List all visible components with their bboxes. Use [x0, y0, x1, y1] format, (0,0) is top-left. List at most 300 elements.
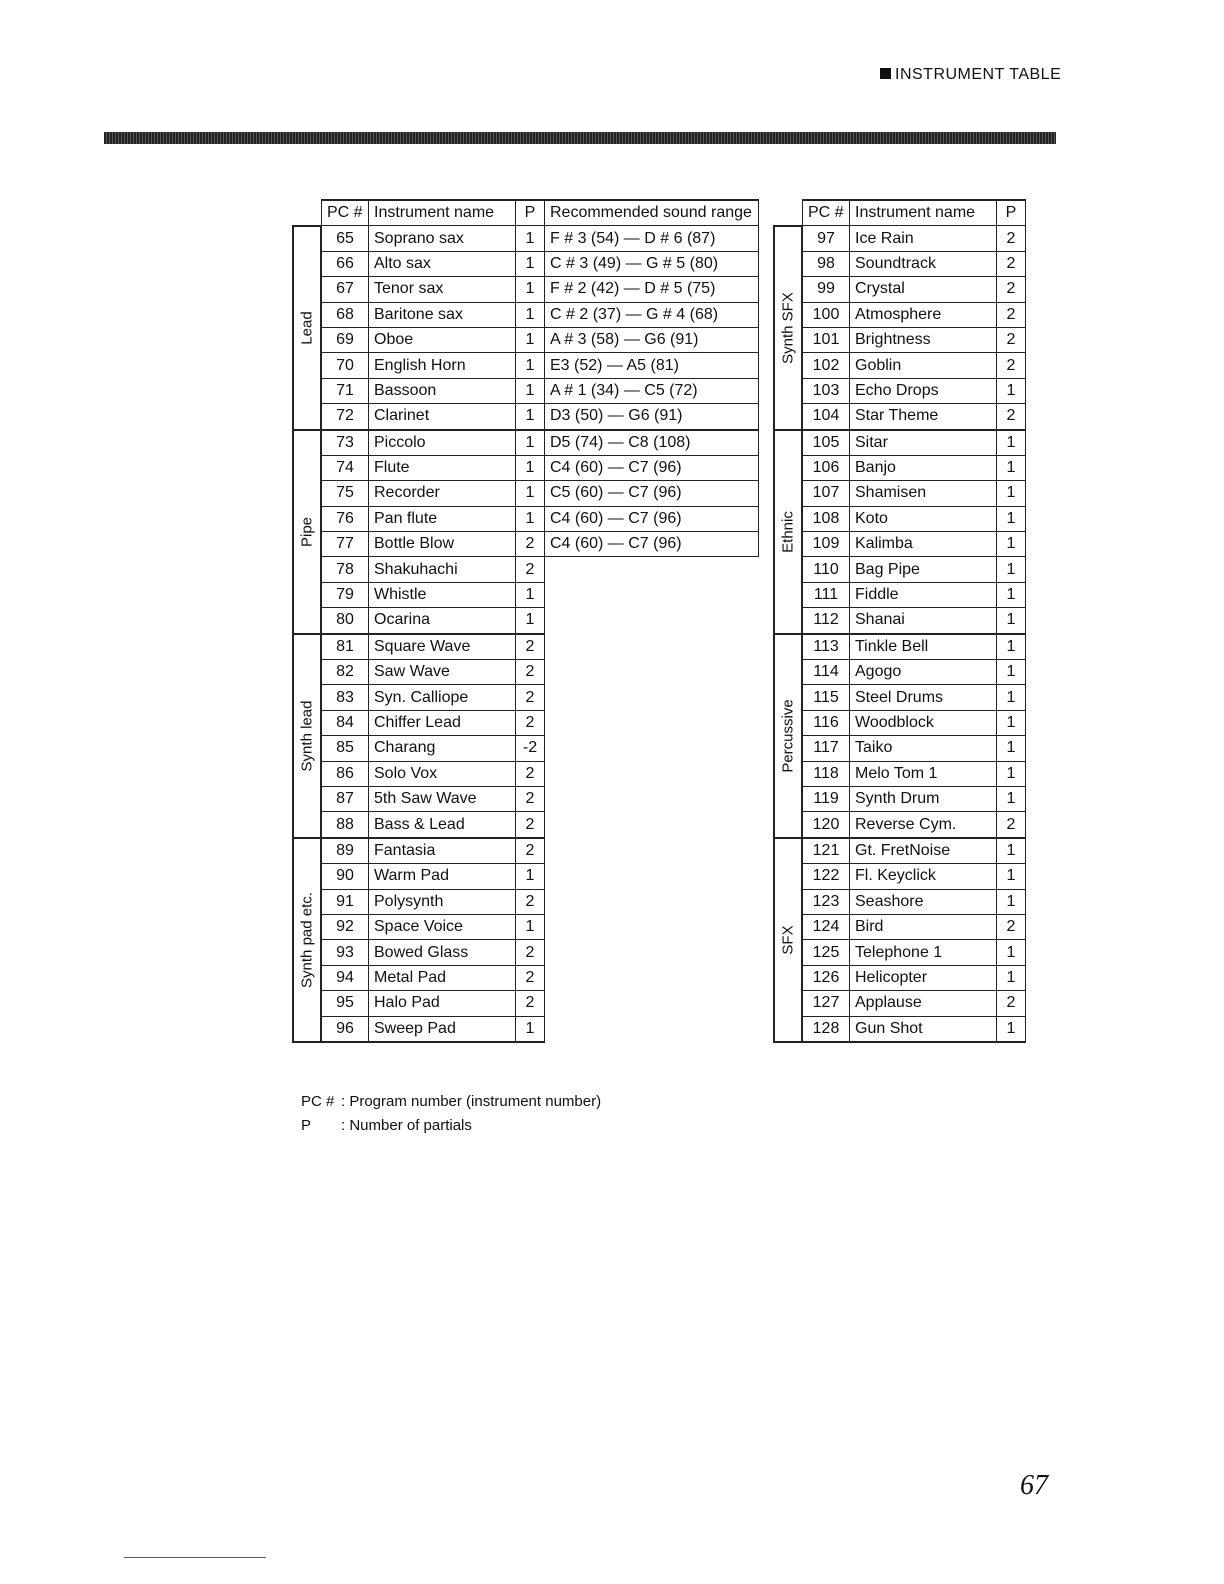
instrument-name-cell: Tenor sax	[369, 277, 516, 302]
pc-number-cell: 89	[321, 838, 369, 864]
instrument-name-cell: Kalimba	[850, 532, 997, 557]
group-label: Lead	[298, 311, 316, 345]
pc-number-cell: 80	[321, 608, 369, 634]
legend-item	[301, 1114, 601, 1138]
instrument-name-cell: Agogo	[850, 660, 997, 685]
partials-cell: 2	[997, 302, 1026, 327]
partials-cell: 1	[997, 557, 1026, 582]
square-bullet-icon	[880, 68, 891, 79]
partials-cell: 1	[997, 736, 1026, 761]
instrument-table-right	[773, 199, 1026, 1043]
partials-cell: 1	[516, 302, 545, 327]
group-label-cell	[774, 226, 802, 430]
instrument-name-cell: Taiko	[850, 736, 997, 761]
partials-cell: 2	[516, 812, 545, 838]
pc-number-cell: 103	[802, 378, 850, 403]
table-row	[774, 327, 1026, 352]
instrument-name-cell: Echo Drops	[850, 378, 997, 403]
empty-cell	[545, 685, 759, 710]
partials-cell: 1	[997, 864, 1026, 889]
sound-range-cell: C4 (60) — C7 (96)	[545, 455, 759, 480]
table-row	[293, 965, 759, 990]
instrument-name-cell: Sitar	[850, 430, 997, 456]
instrument-name-cell: Steel Drums	[850, 685, 997, 710]
empty-cell	[545, 634, 759, 660]
pc-number-cell: 94	[321, 965, 369, 990]
instrument-name-cell: Fantasia	[369, 838, 516, 864]
instrument-name-cell: Piccolo	[369, 430, 516, 456]
sound-range-cell: C4 (60) — C7 (96)	[545, 532, 759, 557]
pc-number-cell: 126	[802, 965, 850, 990]
pc-number-cell: 76	[321, 506, 369, 531]
instrument-name-cell: Atmosphere	[850, 302, 997, 327]
empty-cell	[545, 991, 759, 1016]
partials-cell: 1	[516, 378, 545, 403]
partials-cell: 1	[516, 277, 545, 302]
empty-cell	[545, 812, 759, 838]
instrument-name-cell: Syn. Calliope	[369, 685, 516, 710]
instrument-name-cell: Gun Shot	[850, 1016, 997, 1042]
instrument-name-cell: Gt. FretNoise	[850, 838, 997, 864]
instrument-name-cell: Flute	[369, 455, 516, 480]
partials-cell: 1	[516, 914, 545, 939]
table-row	[293, 327, 759, 352]
partials-cell: 1	[516, 608, 545, 634]
empty-cell	[545, 965, 759, 990]
partials-cell: 1	[516, 1016, 545, 1042]
pc-number-cell: 77	[321, 532, 369, 557]
sound-range-cell: C # 2 (37) — G # 4 (68)	[545, 302, 759, 327]
instrument-name-cell: Sweep Pad	[369, 1016, 516, 1042]
table-row	[774, 226, 1026, 251]
instrument-name-cell: Koto	[850, 506, 997, 531]
partials-cell: 2	[516, 838, 545, 864]
pc-number-cell: 125	[802, 940, 850, 965]
instrument-name-cell: Melo Tom 1	[850, 761, 997, 786]
instrument-name-cell: Shanai	[850, 608, 997, 634]
instrument-name-cell: Solo Vox	[369, 761, 516, 786]
empty-cell	[545, 1016, 759, 1042]
partials-cell: 1	[997, 761, 1026, 786]
pc-number-cell: 113	[802, 634, 850, 660]
group-label: Synth pad etc.	[298, 891, 316, 988]
partials-cell: -2	[516, 736, 545, 761]
col-header-range: Recommended sound range	[545, 200, 759, 226]
table-row	[293, 786, 759, 811]
table-row	[293, 991, 759, 1016]
partials-cell: 2	[516, 660, 545, 685]
pc-number-cell: 124	[802, 914, 850, 939]
instrument-name-cell: Metal Pad	[369, 965, 516, 990]
instrument-name-cell: Pan flute	[369, 506, 516, 531]
partials-cell: 2	[516, 991, 545, 1016]
sound-range-cell: D5 (74) — C8 (108)	[545, 430, 759, 456]
legend-key: PC #	[301, 1093, 335, 1110]
table-row	[293, 838, 759, 864]
partials-cell: 1	[997, 1016, 1026, 1042]
partials-cell: 1	[516, 404, 545, 430]
instrument-name-cell: Polysynth	[369, 889, 516, 914]
table-row	[293, 1016, 759, 1042]
partials-cell: 1	[997, 838, 1026, 864]
empty-cell	[545, 940, 759, 965]
table-row	[293, 608, 759, 634]
partials-cell: 2	[516, 634, 545, 660]
instrument-name-cell: Telephone 1	[850, 940, 997, 965]
empty-cell	[545, 736, 759, 761]
header-rule	[104, 132, 1056, 144]
partials-cell: 1	[516, 455, 545, 480]
pc-number-cell: 119	[802, 786, 850, 811]
group-label-cell	[293, 226, 321, 430]
legend-text: : Program number (instrument number)	[341, 1093, 602, 1110]
col-header-pc: PC #	[321, 200, 369, 226]
pc-number-cell: 83	[321, 685, 369, 710]
table-row	[774, 608, 1026, 634]
instrument-name-cell: Halo Pad	[369, 991, 516, 1016]
partials-cell: 1	[997, 634, 1026, 660]
section-header	[880, 66, 1061, 84]
table-row	[774, 914, 1026, 939]
table-row	[774, 991, 1026, 1016]
instrument-name-cell: Soprano sax	[369, 226, 516, 251]
partials-cell: 2	[997, 991, 1026, 1016]
table-row	[774, 481, 1026, 506]
pc-number-cell: 117	[802, 736, 850, 761]
partials-cell: 2	[997, 251, 1026, 276]
pc-number-cell: 127	[802, 991, 850, 1016]
sound-range-cell: A # 1 (34) — C5 (72)	[545, 378, 759, 403]
table-header-row	[774, 200, 1026, 226]
instrument-name-cell: Bass & Lead	[369, 812, 516, 838]
partials-cell: 2	[516, 532, 545, 557]
pc-number-cell: 79	[321, 582, 369, 607]
instrument-name-cell: Synth Drum	[850, 786, 997, 811]
partials-cell: 1	[516, 481, 545, 506]
pc-number-cell: 91	[321, 889, 369, 914]
pc-number-cell: 108	[802, 506, 850, 531]
instrument-table-left	[292, 199, 759, 1043]
instrument-name-cell: Soundtrack	[850, 251, 997, 276]
empty-cell	[545, 608, 759, 634]
corner-cell	[774, 200, 802, 226]
instrument-name-cell: Bird	[850, 914, 997, 939]
partials-cell: 2	[516, 889, 545, 914]
pc-number-cell: 116	[802, 710, 850, 735]
table-row	[293, 302, 759, 327]
instrument-name-cell: Clarinet	[369, 404, 516, 430]
pc-number-cell: 66	[321, 251, 369, 276]
partials-cell: 2	[516, 786, 545, 811]
table-row	[774, 1016, 1026, 1042]
partials-cell: 1	[997, 506, 1026, 531]
table-row	[293, 251, 759, 276]
pc-number-cell: 107	[802, 481, 850, 506]
group-label-cell	[293, 634, 321, 838]
pc-number-cell: 123	[802, 889, 850, 914]
sound-range-cell: F # 3 (54) — D # 6 (87)	[545, 226, 759, 251]
table-row	[774, 786, 1026, 811]
pc-number-cell: 74	[321, 455, 369, 480]
pc-number-cell: 96	[321, 1016, 369, 1042]
group-label: SFX	[779, 925, 797, 955]
instrument-name-cell: 5th Saw Wave	[369, 786, 516, 811]
pc-number-cell: 84	[321, 710, 369, 735]
instrument-name-cell: Charang	[369, 736, 516, 761]
empty-cell	[545, 786, 759, 811]
instrument-name-cell: Chiffer Lead	[369, 710, 516, 735]
partials-cell: 1	[997, 481, 1026, 506]
table-row	[293, 582, 759, 607]
pc-number-cell: 78	[321, 557, 369, 582]
table-row	[293, 940, 759, 965]
instrument-name-cell: Goblin	[850, 353, 997, 378]
pc-number-cell: 100	[802, 302, 850, 327]
group-label: Pipe	[298, 516, 316, 547]
page-number: 67	[1020, 1470, 1048, 1501]
table-row	[293, 557, 759, 582]
pc-number-cell: 68	[321, 302, 369, 327]
table-row	[293, 378, 759, 403]
partials-cell: 1	[516, 582, 545, 607]
partials-cell: 1	[997, 455, 1026, 480]
table-row	[293, 634, 759, 660]
instrument-name-cell: Shamisen	[850, 481, 997, 506]
instrument-name-cell: Bowed Glass	[369, 940, 516, 965]
instrument-name-cell: Square Wave	[369, 634, 516, 660]
table-row	[293, 864, 759, 889]
table-header-row	[293, 200, 759, 226]
legend-text: : Number of partials	[341, 1117, 472, 1134]
table-row	[293, 455, 759, 480]
empty-cell	[545, 761, 759, 786]
pc-number-cell: 120	[802, 812, 850, 838]
sound-range-cell: A # 3 (58) — G6 (91)	[545, 327, 759, 352]
table-row	[774, 582, 1026, 607]
instrument-name-cell: Applause	[850, 991, 997, 1016]
empty-cell	[545, 557, 759, 582]
instrument-name-cell: Recorder	[369, 481, 516, 506]
partials-cell: 2	[997, 914, 1026, 939]
partials-cell: 1	[997, 532, 1026, 557]
partials-cell: 2	[997, 812, 1026, 838]
partials-cell: 1	[997, 940, 1026, 965]
pc-number-cell: 114	[802, 660, 850, 685]
table-row	[293, 481, 759, 506]
instrument-name-cell: Woodblock	[850, 710, 997, 735]
table-row	[293, 277, 759, 302]
pc-number-cell: 122	[802, 864, 850, 889]
instrument-name-cell: Shakuhachi	[369, 557, 516, 582]
partials-cell: 1	[997, 685, 1026, 710]
table-row	[293, 736, 759, 761]
partials-cell: 1	[516, 327, 545, 352]
legend	[301, 1090, 601, 1138]
col-header-name: Instrument name	[369, 200, 516, 226]
table-row	[774, 940, 1026, 965]
pc-number-cell: 88	[321, 812, 369, 838]
table-row	[293, 761, 759, 786]
partials-cell: 2	[997, 353, 1026, 378]
pc-number-cell: 92	[321, 914, 369, 939]
sound-range-cell: C5 (60) — C7 (96)	[545, 481, 759, 506]
pc-number-cell: 81	[321, 634, 369, 660]
pc-number-cell: 111	[802, 582, 850, 607]
pc-number-cell: 71	[321, 378, 369, 403]
table-row	[293, 506, 759, 531]
instrument-name-cell: Space Voice	[369, 914, 516, 939]
group-label-cell	[293, 838, 321, 1042]
group-label: Ethnic	[779, 510, 797, 553]
partials-cell: 1	[997, 660, 1026, 685]
pc-number-cell: 106	[802, 455, 850, 480]
pc-number-cell: 99	[802, 277, 850, 302]
sound-range-cell: C4 (60) — C7 (96)	[545, 506, 759, 531]
partials-cell: 1	[997, 378, 1026, 403]
group-label: Synth SFX	[779, 291, 797, 364]
instrument-name-cell: Helicopter	[850, 965, 997, 990]
partials-cell: 1	[516, 251, 545, 276]
table-row	[293, 532, 759, 557]
instrument-name-cell: Fl. Keyclick	[850, 864, 997, 889]
table-row	[774, 353, 1026, 378]
group-label-cell	[774, 430, 802, 634]
pc-number-cell: 128	[802, 1016, 850, 1042]
sound-range-cell: C # 3 (49) — G # 5 (80)	[545, 251, 759, 276]
partials-cell: 1	[516, 506, 545, 531]
table-row	[774, 736, 1026, 761]
table-row	[774, 965, 1026, 990]
table-row	[293, 812, 759, 838]
corner-cell	[293, 200, 321, 226]
pc-number-cell: 70	[321, 353, 369, 378]
pc-number-cell: 118	[802, 761, 850, 786]
pc-number-cell: 115	[802, 685, 850, 710]
table-row	[293, 685, 759, 710]
col-header-name: Instrument name	[850, 200, 997, 226]
right-table-body	[774, 226, 1026, 1042]
instrument-name-cell: Bassoon	[369, 378, 516, 403]
table-row	[774, 455, 1026, 480]
instrument-name-cell: English Horn	[369, 353, 516, 378]
table-row	[774, 430, 1026, 456]
col-header-pc: PC #	[802, 200, 850, 226]
empty-cell	[545, 582, 759, 607]
table-row	[293, 353, 759, 378]
group-label: Percussive	[779, 699, 797, 773]
partials-cell: 2	[997, 404, 1026, 430]
left-table-body	[293, 226, 759, 1042]
table-row	[774, 710, 1026, 735]
instrument-name-cell: Banjo	[850, 455, 997, 480]
partials-cell: 2	[516, 940, 545, 965]
instrument-name-cell: Warm Pad	[369, 864, 516, 889]
pc-number-cell: 110	[802, 557, 850, 582]
table-row	[774, 378, 1026, 403]
instrument-name-cell: Seashore	[850, 889, 997, 914]
table-row	[293, 914, 759, 939]
pc-number-cell: 67	[321, 277, 369, 302]
partials-cell: 1	[997, 608, 1026, 634]
empty-cell	[545, 889, 759, 914]
col-header-p: P	[997, 200, 1026, 226]
pc-number-cell: 72	[321, 404, 369, 430]
partials-cell: 1	[516, 226, 545, 251]
table-row	[774, 838, 1026, 864]
section-title: INSTRUMENT TABLE	[895, 66, 1062, 83]
instrument-name-cell: Fiddle	[850, 582, 997, 607]
partials-cell: 1	[997, 710, 1026, 735]
partials-cell: 1	[997, 965, 1026, 990]
table-row	[293, 889, 759, 914]
table-row	[774, 812, 1026, 838]
partials-cell: 1	[997, 786, 1026, 811]
instrument-name-cell: Oboe	[369, 327, 516, 352]
instrument-name-cell: Star Theme	[850, 404, 997, 430]
col-header-p: P	[516, 200, 545, 226]
instrument-name-cell: Bag Pipe	[850, 557, 997, 582]
pc-number-cell: 65	[321, 226, 369, 251]
pc-number-cell: 90	[321, 864, 369, 889]
table-row	[774, 864, 1026, 889]
instrument-name-cell: Bottle Blow	[369, 532, 516, 557]
sound-range-cell: F # 2 (42) — D # 5 (75)	[545, 277, 759, 302]
pc-number-cell: 82	[321, 660, 369, 685]
instrument-name-cell: Reverse Cym.	[850, 812, 997, 838]
pc-number-cell: 85	[321, 736, 369, 761]
instrument-name-cell: Alto sax	[369, 251, 516, 276]
partials-cell: 1	[997, 430, 1026, 456]
table-row	[293, 710, 759, 735]
partials-cell: 2	[997, 327, 1026, 352]
partials-cell: 1	[516, 864, 545, 889]
table-row	[774, 532, 1026, 557]
pc-number-cell: 87	[321, 786, 369, 811]
instrument-name-cell: Baritone sax	[369, 302, 516, 327]
empty-cell	[545, 710, 759, 735]
sound-range-cell: E3 (52) — A5 (81)	[545, 353, 759, 378]
partials-cell: 2	[997, 277, 1026, 302]
partials-cell: 2	[997, 226, 1026, 251]
pc-number-cell: 97	[802, 226, 850, 251]
table-row	[293, 226, 759, 251]
legend-key: P	[301, 1117, 312, 1134]
partials-cell: 2	[516, 761, 545, 786]
partials-cell: 2	[516, 557, 545, 582]
instrument-name-cell: Crystal	[850, 277, 997, 302]
pc-number-cell: 95	[321, 991, 369, 1016]
pc-number-cell: 75	[321, 481, 369, 506]
table-row	[774, 660, 1026, 685]
pc-number-cell: 105	[802, 430, 850, 456]
pc-number-cell: 93	[321, 940, 369, 965]
table-row	[774, 889, 1026, 914]
partials-cell: 1	[516, 353, 545, 378]
group-label: Synth lead	[298, 700, 316, 772]
partials-cell: 1	[997, 582, 1026, 607]
empty-cell	[545, 838, 759, 864]
table-row	[293, 430, 759, 456]
instrument-name-cell: Ocarina	[369, 608, 516, 634]
instrument-name-cell: Tinkle Bell	[850, 634, 997, 660]
pc-number-cell: 102	[802, 353, 850, 378]
empty-cell	[545, 864, 759, 889]
group-label-cell	[774, 634, 802, 838]
instrument-name-cell: Saw Wave	[369, 660, 516, 685]
pc-number-cell: 73	[321, 430, 369, 456]
sound-range-cell: D3 (50) — G6 (91)	[545, 404, 759, 430]
pc-number-cell: 104	[802, 404, 850, 430]
